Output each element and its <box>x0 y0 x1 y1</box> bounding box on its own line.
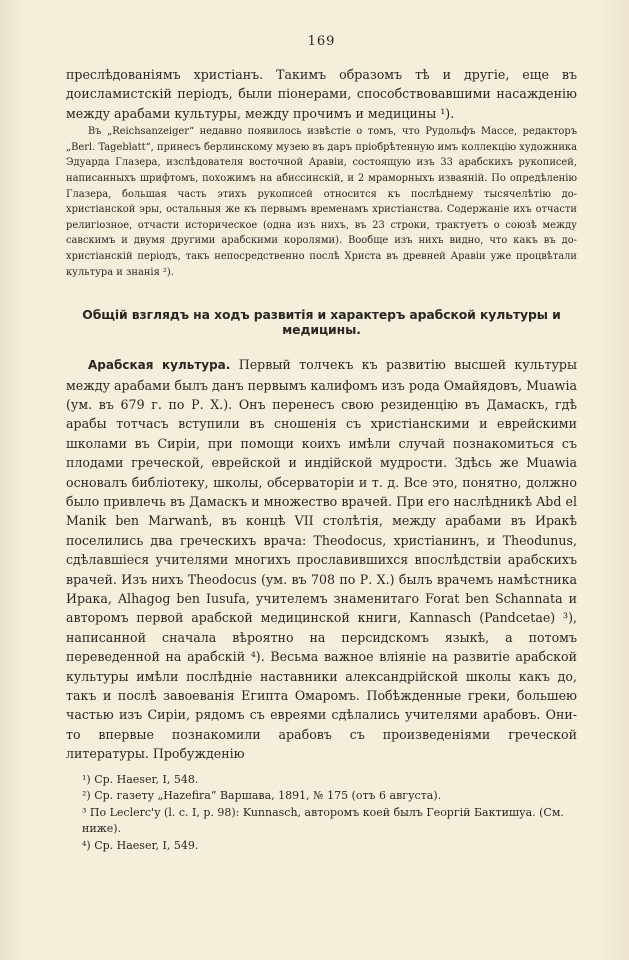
footnote: ⁴) Ср. Haeser, I, 549. <box>82 838 199 852</box>
footnote: ³ По Leclerc'у (l. c. I, p. 98): Kunnasch, авторомъ коей былъ Георгій Бактишуа. (См. ниже). <box>82 805 564 836</box>
page-body <box>66 65 577 764</box>
footnote: ²) Ср. газету „Hazefira“ Варшава, 1891, № 175 (отъ 6 августа). <box>82 789 442 803</box>
section-heading: Общій взглядъ на ходъ развитія и характеръ арабской культуры и медицины. <box>82 307 561 338</box>
footnote: ¹) Ср. Haeser, I, 548. <box>82 772 199 786</box>
paragraph-3-text: Первый толчекъ къ развитію высшей культуры между арабами былъ данъ первымъ калифомъ изъ рода Омайядовъ, Muawia (ум. въ 679 г. по Р. Х.). Онъ перенесъ свою резиденцію въ Дамаскъ, гдѣ арабы тотчасъ вступили въ сношенія съ христіанскими и еврейскими школами въ Сиріи, при помощи коихъ имѣли случай познакомиться съ плодами греческой, еврейской и индійской мудрости. Здѣсь же Muawia основалъ библіотеку, школы, обсерваторіи и т. д. Все это, понятно, должно было привлечь въ Дамаскъ и множество врачей. При его наслѣдникѣ Abd el Manik ben Marwanѣ, въ концѣ VII столѣтія, между арабами въ Иракѣ поселились два греческихъ врача: Theodocus, христіанинъ, и Theodunus, сдѣлавшіеся учителями многихъ прославившихся впослѣдствіи арабскихъ врачей. Изъ нихъ Theodocus (ум. въ 708 по Р. Х.) былъ врачемъ намѣстника Ирака, Alhagog ben Iusufа, учителемъ знаменитаго Forat ben Schannata и авторомъ первой арабской медицинской книги, Kannasch (Pandcetae) ³), написанной сначала вѣроятно на персидскомъ языкѣ, а потомъ переведенной на арабскій ⁴). Весьма важное вліяніе на развитіе арабской культуры имѣли послѣдніе наставники александрійской школы какъ до, такъ и послѣ завоеванія Египта Омаромъ. Побѣжденные греки, большею частью изъ Сиріи, рядомъ съ евреями сдѣлались учителями арабовъ. Они-то впервые познакомили арабовъ съ произведеніями греческой литературы. Пробужденію <box>66 357 577 762</box>
paragraph-3 <box>66 355 577 764</box>
paragraph-1: преслѣдованіямъ христіанъ. Такимъ образомъ тѣ и другіе, еще въ доисламистскій періодъ, были піонерами, способствовавшими насажденію между арабами культуры, между прочимъ и медицины ¹). <box>66 67 577 121</box>
page-number: 169 <box>307 34 336 49</box>
runin-heading: Арабская культура. <box>88 358 231 373</box>
footnotes <box>66 772 577 855</box>
paragraph-2-small-print: Въ „Reichsanzeiger“ недавно появилось извѣстіе о томъ, что Рудольфъ Массе, редакторъ „Berl. Tageblatt“, принесъ берлинскому музею въ даръ пріобрѣтенную имъ коллекцію художника Эдуарда Глазера, изслѣдователя восточной Аравіи, состоящую изъ 33 арабскихъ рукописей, написанныхъ шрифтомъ, похожимъ на абиссинскій, и 2 мраморныхъ изваяній. По опредѣленію Глазера, большая часть этихъ рукописей относится къ послѣднему тысячелѣтію до-христіанской эры, остальныя же къ первымъ временамъ христіанства. Содержаніе ихъ отчасти религіозное, отчасти историческое (одна изъ нихъ, въ 23 строки, трактуетъ о союзѣ между савскимъ и двумя другими арабскими королями). Вообще изъ нихъ видно, что какъ въ до-христіанскій періодъ, такъ непосредственно послѣ Христа въ древней Аравіи уже процвѣтали культура и знанія ²). <box>66 126 577 278</box>
